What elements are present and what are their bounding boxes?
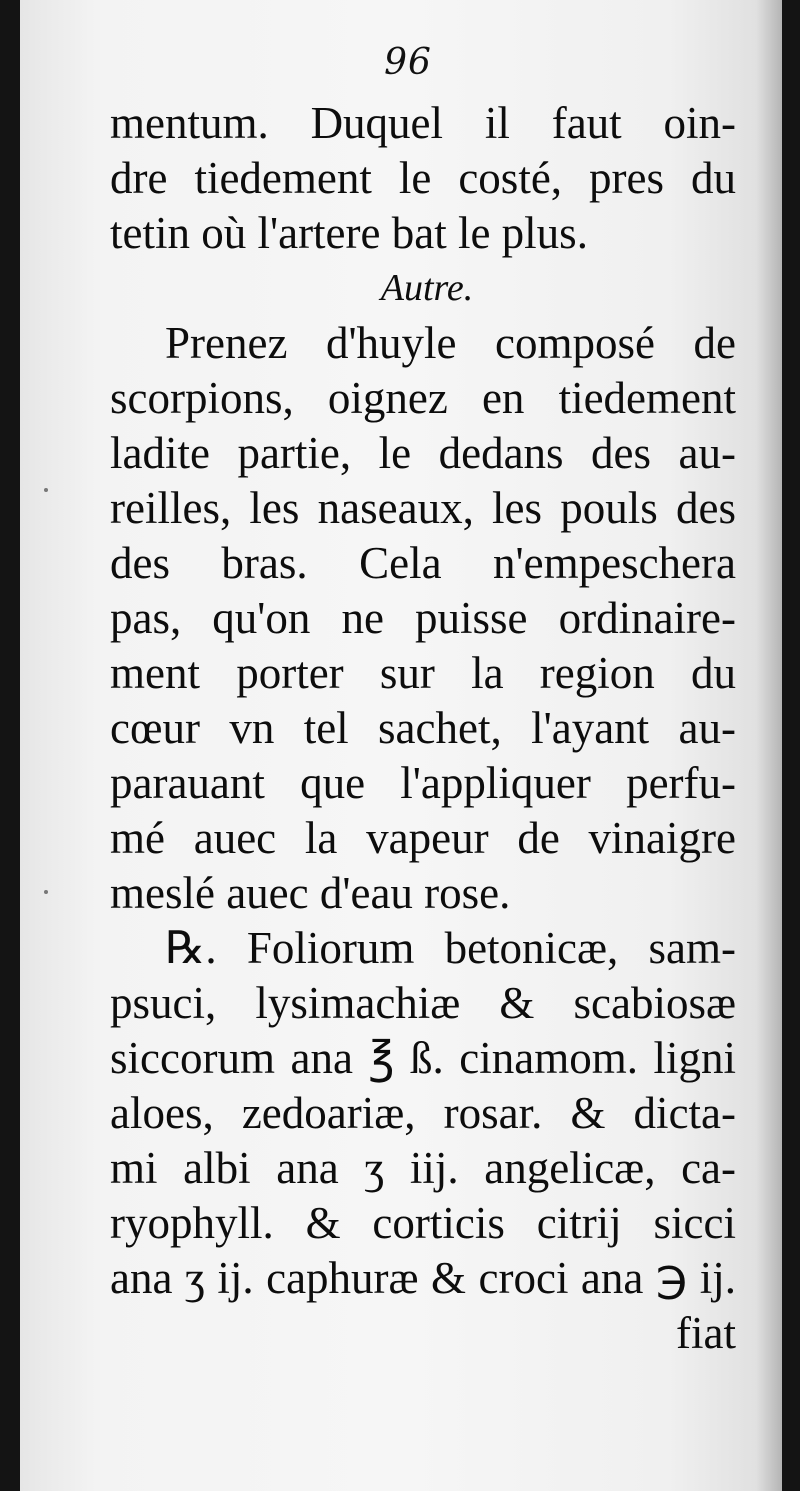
section-heading: Autre.: [380, 267, 474, 309]
text-line: siccorum ana ℥ ß. cinamom. ligni: [110, 1033, 736, 1083]
text-line: ana ʒ ij. caphuræ & croci ana ℈ ij.: [110, 1253, 736, 1303]
page-gutter-shadow: [756, 0, 782, 1491]
text-line: ment porter sur la region du: [110, 648, 736, 698]
text-line: ladite partie, le dedans des au-: [110, 428, 736, 478]
catchword: fiat: [676, 1308, 736, 1358]
paper-speck: [44, 890, 48, 894]
text-line: aloes, zedoariæ, rosar. & dicta-: [110, 1088, 736, 1138]
text-line: ℞. Foliorum betonicæ, sam-: [165, 923, 736, 973]
text-line: psuci, lysimachiæ & scabiosæ: [110, 978, 736, 1028]
text-line: mé auec la vapeur de vinaigre: [110, 813, 736, 863]
text-line: tetin où l'artere bat le plus.: [110, 208, 588, 258]
text-line: cœur vn tel sachet, l'ayant au-: [110, 703, 736, 753]
text-line: meslé auec d'eau rose.: [110, 868, 511, 918]
text-line: scorpions, oignez en tiedement: [110, 373, 736, 423]
text-line: dre tiedement le costé, pres du: [110, 153, 736, 203]
page-number: 96: [384, 42, 432, 83]
text-line: pas, qu'on ne puisse ordinaire-: [110, 593, 736, 643]
body-text: [110, 96, 736, 1361]
text-line: reilles, les naseaux, les pouls des: [110, 483, 736, 533]
text-line: des bras. Cela n'empeschera: [110, 538, 736, 588]
text-line: Prenez d'huyle composé de: [165, 318, 736, 368]
text-line: mentum. Duquel il faut oin-: [110, 98, 736, 148]
text-line: ryophyll. & corticis citrij sicci: [110, 1198, 736, 1248]
paper-speck: [44, 488, 48, 492]
text-line: parauant que l'appliquer perfu-: [110, 758, 736, 808]
text-line: mi albi ana ʒ iij. angelicæ, ca-: [110, 1143, 736, 1193]
